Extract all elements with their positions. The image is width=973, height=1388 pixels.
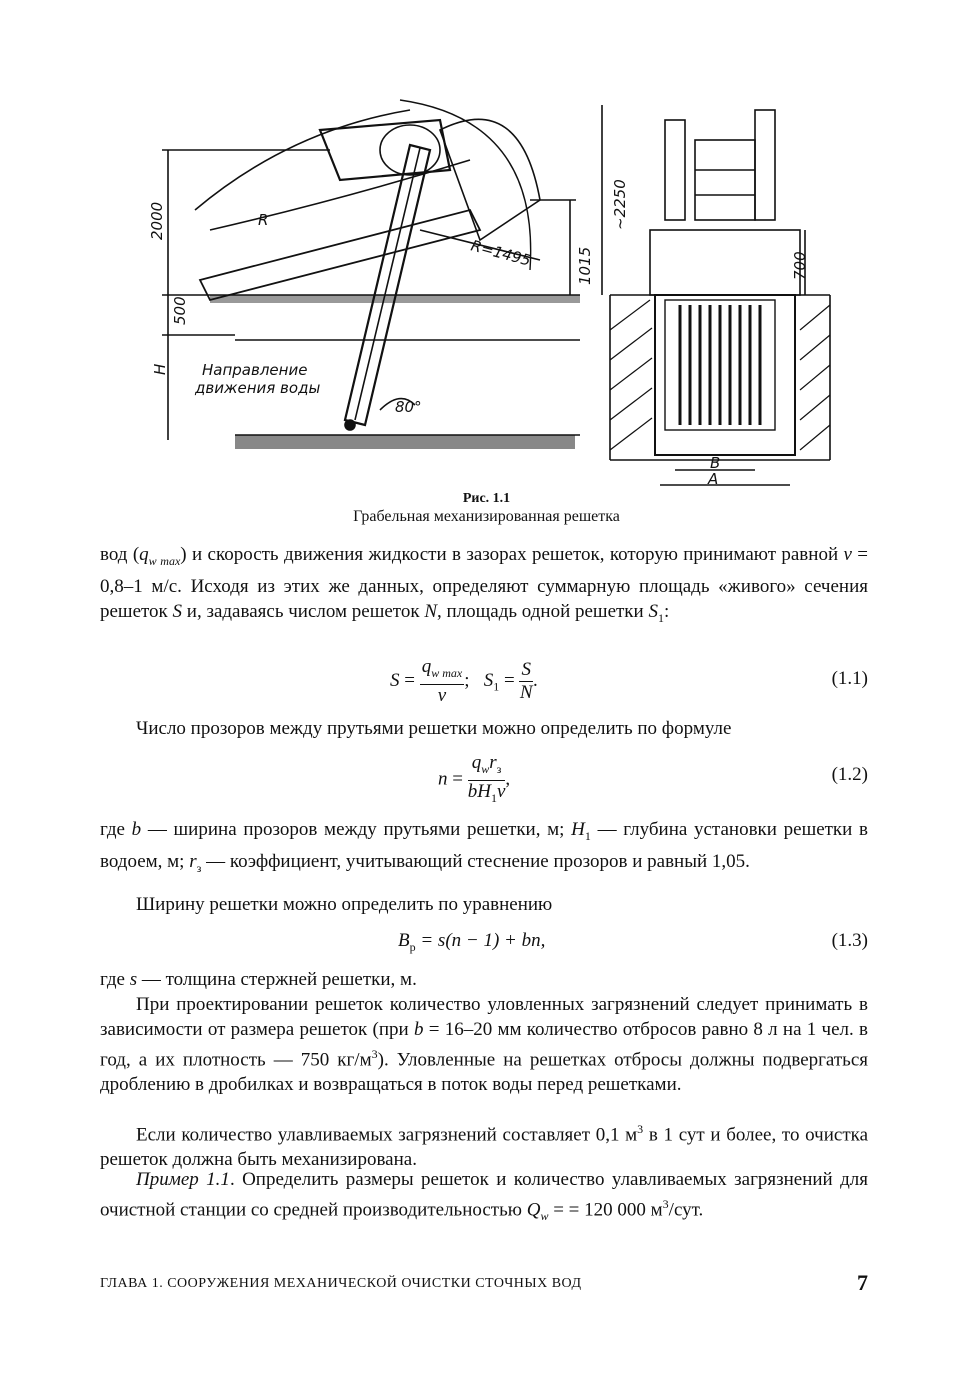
page-number: 7 [857,1270,868,1295]
label-R1495: R=1495 [468,236,533,270]
label-80-degrees: 80° [395,398,422,416]
paragraph-1: вод $(q_{w max})$ и скорость движения жидкости в зазорах решеток, которую принимают равной v = 0,8–1 м/с. Исходя из этих же данных, определяют суммарную площадь «живого» сечения решеток S и, задаваясь числом решеток N, площадь одной решетки $S_1$: [100,544,869,625]
label-flow-line1: Направление [202,361,308,379]
label-R: R [258,211,269,229]
figure-grate-drawing [140,90,840,490]
formula-number-1-1: (1.1) [831,668,868,689]
formula-1-2: n = $\frac{q_wr_з}{bH_1v}$ , (1.2) [438,752,868,805]
formula-number-1-3: (1.3) [831,930,868,951]
chapter-footer: ГЛАВА 1. СООРУЖЕНИЯ МЕХАНИЧЕСКОЙ ОЧИСТКИ СТОЧНЫХ ВОД [100,1276,582,1291]
figure-caption: Грабельная механизированная решетка [353,508,620,525]
formula-1-1: S = $\frac{q_{w max}}{v}$ ; $S_1$ = $\frac{S}{N}$ . (1.1) [390,656,868,706]
formula-1-3: $B_р = s(n - 1)$ + bn, (1.3) [398,930,868,954]
label-H: H [151,363,169,375]
label-1015: 1015 [576,246,594,285]
label-700: 700 [791,251,809,280]
paragraph-2: Число прозоров между прутьями решетки можно определить по формуле [136,718,732,739]
paragraph-7: Если количество улавливаемых загрязнений составляет 0,1 $м^3$ в 1 сут и более, то очистка решеток должна быть механизирована. [100,1122,868,1171]
label-A: A [708,470,719,488]
ground-strip-bottom [235,435,575,449]
formula-number-1-2: (1.2) [831,764,868,785]
label-2250: ~2250 [611,179,629,230]
paragraph-3: где b — ширина прозоров между прутьями решетки, м; $H_1$ — глубина установки решетки в водоем, м; $r_з$ — коэффициент, учитывающий стеснение прозоров и равный 1,05. [100,819,869,875]
label-2000: 2000 [148,201,166,240]
label-500: 500 [171,296,189,325]
paragraph-6: При проектировании решеток количество уловленных загрязнений следует принимать в зависимости от размера решеток (при b = 16–20 мм количество отбросов равно 8 л на 1 чел. в год, а их плотность — 750 $кг/м^3$). Уловленные на решетках отбросы должны подвергаться дроблению в дробилках и возвращаться в поток воды перед решетками. [100,994,868,1096]
paragraph-4: Ширину решетки можно определить по уравнению [136,894,553,915]
paragraph-5: где s — толщина стержней решетки, м. [100,969,417,990]
label-flow-line2: движения воды [195,379,321,397]
label-B: B [710,454,721,472]
paragraph-8-example: Пример 1.1. Определить размеры решеток и количество улавливаемых загрязнений для очистной станции со средней производительностью $Q_w$ = = 120 000 $м^3$/сут. [100,1169,868,1224]
figure-number: Рис. 1.1 [462,491,511,506]
